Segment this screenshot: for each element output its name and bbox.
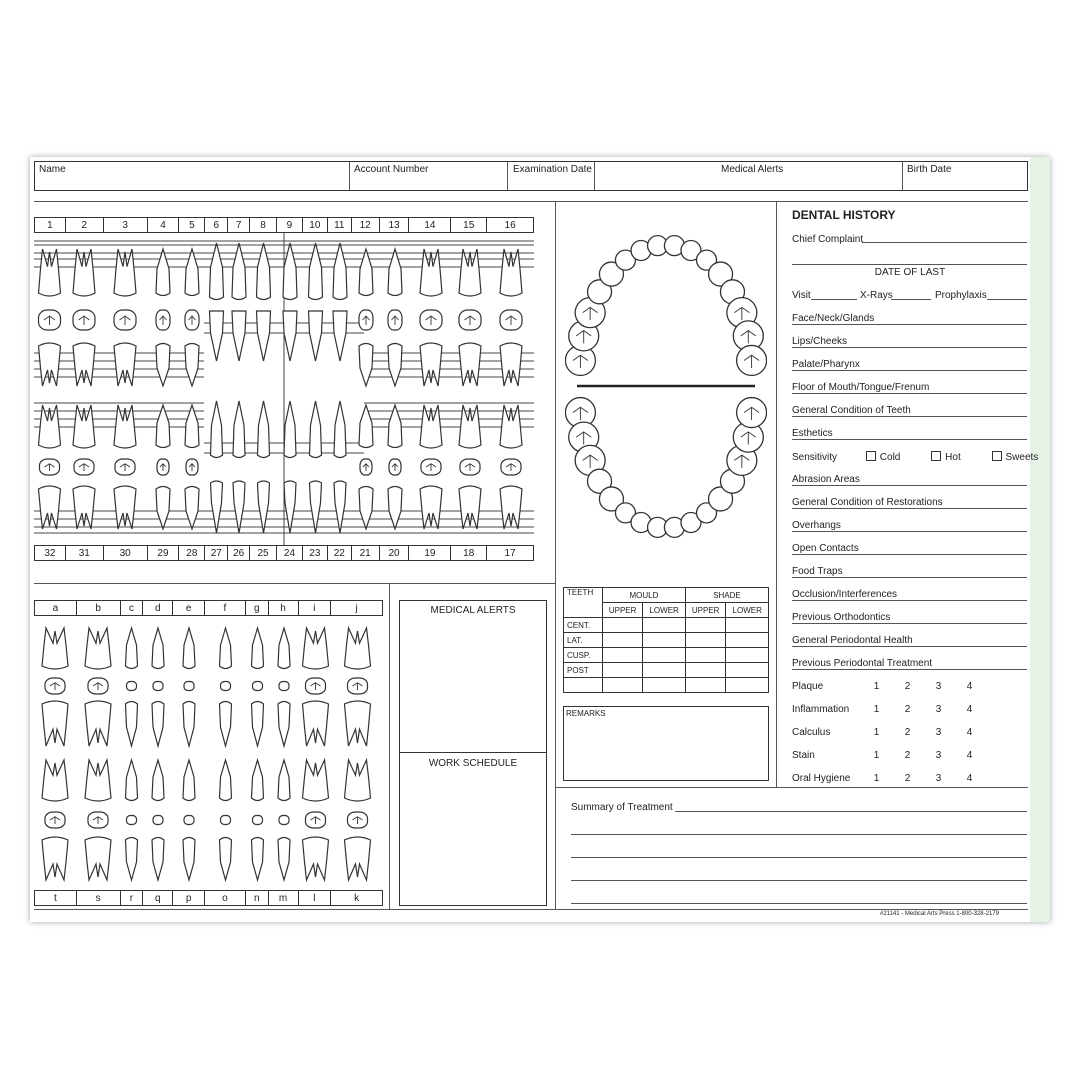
tooth-number-7: 7 xyxy=(228,218,250,232)
tooth-number-22: 22 xyxy=(328,546,352,560)
tooth-11[interactable] xyxy=(333,243,347,361)
rating-label: Stain xyxy=(792,750,815,761)
tooth-19[interactable] xyxy=(420,405,442,529)
history-item-field[interactable] xyxy=(792,416,1027,417)
tooth-letter-j: j xyxy=(355,603,358,614)
shade-cell[interactable] xyxy=(685,678,725,693)
primary-tooth-t[interactable] xyxy=(42,760,68,880)
tooth-letter-t: t xyxy=(35,891,77,905)
rating-option[interactable]: 1 xyxy=(873,750,880,761)
medical-alerts-field[interactable]: Medical Alerts xyxy=(721,164,784,175)
history-item-field[interactable] xyxy=(792,554,1027,555)
tooth-number-12: 12 xyxy=(352,218,380,232)
tooth-number-11: 11 xyxy=(328,218,352,232)
history-item-label: General Periodontal Health xyxy=(792,635,913,646)
history-item-label: Palate/Pharynx xyxy=(792,359,860,370)
tooth-letter-b: b xyxy=(77,601,121,615)
chief-complaint-field-2[interactable] xyxy=(792,264,1027,265)
birth-date-field[interactable]: Birth Date xyxy=(907,164,952,175)
shade-cell[interactable] xyxy=(726,618,769,633)
rating-option[interactable]: 1 xyxy=(873,704,880,715)
tooth-number-5: 5 xyxy=(179,218,205,232)
history-item-label: Floor of Mouth/Tongue/Frenum xyxy=(792,382,930,393)
cold-checkbox[interactable] xyxy=(866,451,876,461)
tooth-letter-q: q xyxy=(143,891,173,905)
history-item-field[interactable] xyxy=(792,347,1027,348)
history-item-field[interactable] xyxy=(792,646,1027,647)
permanent-upper-number-row xyxy=(34,217,534,233)
rating-option[interactable]: 2 xyxy=(904,681,911,692)
rating-option[interactable]: 2 xyxy=(904,750,911,761)
visit-field[interactable] xyxy=(811,299,857,300)
teeth-header: TEETH xyxy=(564,588,603,618)
tooth-18[interactable] xyxy=(459,405,481,529)
tooth-15[interactable] xyxy=(459,249,481,386)
tooth-12[interactable] xyxy=(359,249,373,386)
summary-line-5[interactable] xyxy=(571,903,1027,904)
mould-header: MOULD xyxy=(602,588,685,603)
shade-cell[interactable] xyxy=(726,678,769,693)
shade-row xyxy=(564,633,769,648)
rating-option[interactable]: 4 xyxy=(966,750,973,761)
tooth-number-17: 17 xyxy=(504,548,516,559)
primary-tooth-k[interactable] xyxy=(345,760,371,880)
shade-row-label: CENT. xyxy=(564,618,603,633)
history-item-field[interactable] xyxy=(792,531,1027,532)
tooth-9[interactable] xyxy=(283,243,297,361)
shade-table xyxy=(563,587,769,693)
medical-alerts-box[interactable] xyxy=(399,600,547,906)
shade-cell[interactable] xyxy=(602,678,642,693)
primary-tooth-d[interactable] xyxy=(152,628,164,746)
shade-row xyxy=(564,678,769,693)
primary-tooth-s[interactable] xyxy=(85,760,111,880)
rating-label: Oral Hygiene xyxy=(792,773,851,784)
primary-teeth-diagram xyxy=(34,618,383,888)
history-item-label: Food Traps xyxy=(792,566,843,577)
rating-option[interactable]: 4 xyxy=(966,773,973,784)
shade-cell[interactable] xyxy=(643,648,686,663)
primary-tooth-c[interactable] xyxy=(126,628,138,746)
sweets-label: Sweets xyxy=(1005,452,1039,463)
tooth-number-13: 13 xyxy=(380,218,410,232)
tooth-22[interactable] xyxy=(334,401,346,533)
tooth-letter-p: p xyxy=(173,891,205,905)
sensitivity-label: Sensitivity xyxy=(792,452,838,463)
tooth-number-2: 2 xyxy=(66,218,104,232)
tooth-16[interactable] xyxy=(500,249,522,386)
summary-line-2[interactable] xyxy=(571,834,1027,835)
sweets-checkbox[interactable] xyxy=(992,451,1002,461)
tooth-letter-c: c xyxy=(121,601,144,615)
history-item-field[interactable] xyxy=(792,623,1027,624)
rating-option[interactable]: 3 xyxy=(935,750,942,761)
tooth-29[interactable] xyxy=(156,405,170,529)
history-item-label: Occlusion/Interferences xyxy=(792,589,898,600)
shade-cell[interactable] xyxy=(685,633,725,648)
tooth-letter-s: s xyxy=(77,891,121,905)
rating-label: Calculus xyxy=(792,727,831,738)
prophylaxis-label: Prophylaxis xyxy=(935,290,987,301)
history-item-label: Overhangs xyxy=(792,520,841,531)
dental-history-title: DENTAL HISTORY xyxy=(792,208,896,222)
chief-complaint-label: Chief Complaint xyxy=(792,234,864,245)
history-item-field[interactable] xyxy=(792,393,1027,394)
tooth-letter-n: n xyxy=(246,891,269,905)
shade-row-label: POST xyxy=(564,663,603,678)
tooth-26[interactable] xyxy=(233,401,245,533)
mould-lower-header: LOWER xyxy=(643,603,686,618)
xrays-label: X-Rays xyxy=(860,290,893,301)
history-item-label: General Condition of Teeth xyxy=(792,405,911,416)
tooth-27[interactable] xyxy=(211,401,223,533)
rating-label: Inflammation xyxy=(792,704,850,715)
tooth-8[interactable] xyxy=(257,243,271,361)
tooth-number-18: 18 xyxy=(451,546,487,560)
rating-option[interactable]: 1 xyxy=(873,773,880,784)
primary-tooth-m[interactable] xyxy=(278,760,290,880)
tooth-number-27: 27 xyxy=(205,546,228,560)
shade-cell[interactable] xyxy=(643,663,686,678)
tooth-number-21: 21 xyxy=(352,546,380,560)
tooth-letter-m: m xyxy=(269,891,299,905)
tooth-letter-h: h xyxy=(269,601,299,615)
shade-cell[interactable] xyxy=(726,663,769,678)
shade-row-label: LAT. xyxy=(564,633,603,648)
tooth-4[interactable] xyxy=(156,249,170,386)
shade-cell[interactable] xyxy=(726,633,769,648)
tooth-number-4: 4 xyxy=(148,218,180,232)
tooth-20[interactable] xyxy=(388,405,402,529)
tooth-24[interactable] xyxy=(284,401,296,533)
shade-cell[interactable] xyxy=(602,663,642,678)
form-stub-strip xyxy=(1030,157,1050,922)
rating-option[interactable]: 4 xyxy=(966,704,973,715)
mould-upper-header: UPPER xyxy=(602,603,642,618)
tooth-5[interactable] xyxy=(185,249,199,386)
rating-option[interactable]: 4 xyxy=(966,681,973,692)
rating-scale xyxy=(861,704,985,715)
tooth-30[interactable] xyxy=(114,405,136,529)
shade-cell[interactable] xyxy=(685,648,725,663)
visit-label: Visit xyxy=(792,290,811,301)
tooth-number-19: 19 xyxy=(409,546,451,560)
prophylaxis-field[interactable] xyxy=(987,299,1027,300)
tooth-letter-k: k xyxy=(354,893,360,904)
tooth-32[interactable] xyxy=(39,405,61,529)
history-item-label: Lips/Cheeks xyxy=(792,336,848,347)
primary-tooth-p[interactable] xyxy=(183,760,195,880)
tooth-31[interactable] xyxy=(73,405,95,529)
sensitivity-row xyxy=(792,451,1038,463)
shade-row-label: CUSP. xyxy=(564,648,603,663)
arch-tooth-16[interactable] xyxy=(737,345,767,375)
primary-tooth-f[interactable] xyxy=(220,628,232,746)
shade-cell[interactable] xyxy=(602,618,642,633)
tooth-letter-g: g xyxy=(246,601,269,615)
tooth-23[interactable] xyxy=(310,401,322,533)
tooth-10[interactable] xyxy=(309,243,323,361)
examination-date-field[interactable]: Examination Date xyxy=(513,164,592,175)
shade-row xyxy=(564,648,769,663)
history-item-label: Abrasion Areas xyxy=(792,474,860,485)
tooth-number-3: 3 xyxy=(104,218,148,232)
rating-option[interactable]: 2 xyxy=(904,704,911,715)
chief-complaint-field[interactable] xyxy=(862,242,1027,243)
tooth-6[interactable] xyxy=(210,243,224,361)
shade-cell[interactable] xyxy=(643,618,686,633)
shade-cell[interactable] xyxy=(602,633,642,648)
shade-cell[interactable] xyxy=(643,633,686,648)
tooth-number-30: 30 xyxy=(104,546,148,560)
tooth-number-29: 29 xyxy=(148,546,180,560)
shade-header: SHADE xyxy=(685,588,768,603)
rating-scale xyxy=(861,681,985,692)
tooth-7[interactable] xyxy=(232,243,246,361)
tooth-number-26: 26 xyxy=(228,546,250,560)
rating-option[interactable]: 1 xyxy=(873,681,880,692)
primary-lower-letter-row xyxy=(34,890,383,906)
tooth-number-20: 20 xyxy=(380,546,410,560)
rating-option[interactable]: 2 xyxy=(904,727,911,738)
tooth-number-1: 1 xyxy=(35,218,66,232)
tooth-letter-r: r xyxy=(121,891,144,905)
primary-upper-letter-row xyxy=(34,600,383,616)
primary-tooth-n[interactable] xyxy=(252,760,264,880)
primary-tooth-g[interactable] xyxy=(252,628,264,746)
primary-tooth-j[interactable] xyxy=(345,628,371,746)
hot-label: Hot xyxy=(945,452,961,463)
history-item-field[interactable] xyxy=(792,485,1027,486)
rating-option[interactable]: 3 xyxy=(935,681,942,692)
summary-line-1[interactable] xyxy=(675,811,1027,812)
medical-alerts-title: MEDICAL ALERTS xyxy=(430,605,516,616)
tooth-letter-a: a xyxy=(35,601,77,615)
rating-option[interactable]: 4 xyxy=(966,727,973,738)
history-item-field[interactable] xyxy=(792,508,1027,509)
history-item-label: Esthetics xyxy=(792,428,833,439)
tooth-number-24: 24 xyxy=(277,546,303,560)
rating-option[interactable]: 3 xyxy=(935,773,942,784)
primary-tooth-l[interactable] xyxy=(303,760,329,880)
dental-arch-diagram xyxy=(565,228,767,554)
history-item-field[interactable] xyxy=(792,324,1027,325)
tooth-letter-d: d xyxy=(143,601,173,615)
primary-tooth-a[interactable] xyxy=(42,628,68,746)
shade-upper-header: UPPER xyxy=(685,603,725,618)
history-item-label: Previous Periodontal Treatment xyxy=(792,658,933,669)
shade-row-label xyxy=(564,678,603,693)
tooth-number-6: 6 xyxy=(205,218,228,232)
shade-cell[interactable] xyxy=(726,648,769,663)
permanent-lower-number-row xyxy=(34,545,534,561)
shade-cell[interactable] xyxy=(643,678,686,693)
tooth-number-8: 8 xyxy=(250,218,277,232)
hot-checkbox[interactable] xyxy=(931,451,941,461)
history-item-field[interactable] xyxy=(792,577,1027,578)
tooth-letter-i: i xyxy=(299,601,332,615)
rating-scale xyxy=(861,773,985,784)
primary-tooth-o[interactable] xyxy=(220,760,232,880)
tooth-1[interactable] xyxy=(39,249,61,386)
tooth-28[interactable] xyxy=(185,405,199,529)
rating-label: Plaque xyxy=(792,681,824,692)
history-item-field[interactable] xyxy=(792,439,1027,440)
tooth-3[interactable] xyxy=(114,249,136,386)
tooth-17[interactable] xyxy=(500,405,522,529)
tooth-number-14: 14 xyxy=(409,218,451,232)
history-item-label: Previous Orthodontics xyxy=(792,612,891,623)
footer-text: #21141 - Medical Arts Press 1-800-328-2179 xyxy=(880,911,999,917)
primary-tooth-h[interactable] xyxy=(278,628,290,746)
tooth-number-15: 15 xyxy=(451,218,487,232)
tooth-number-31: 31 xyxy=(66,546,104,560)
arch-tooth-17[interactable] xyxy=(737,398,767,428)
tooth-25[interactable] xyxy=(258,401,270,533)
shade-cell[interactable] xyxy=(685,618,725,633)
tooth-13[interactable] xyxy=(388,249,402,386)
tooth-number-32: 32 xyxy=(35,546,66,560)
xrays-field[interactable] xyxy=(891,299,931,300)
shade-row xyxy=(564,663,769,678)
shade-cell[interactable] xyxy=(602,648,642,663)
shade-row xyxy=(564,618,769,633)
tooth-number-10: 10 xyxy=(303,218,328,232)
tooth-number-25: 25 xyxy=(250,546,277,560)
cold-label: Cold xyxy=(879,452,901,463)
tooth-14[interactable] xyxy=(420,249,442,386)
permanent-teeth-diagram xyxy=(34,233,534,545)
rating-option[interactable]: 3 xyxy=(935,727,942,738)
history-item-label: General Condition of Restorations xyxy=(792,497,943,508)
tooth-letter-e: e xyxy=(173,601,205,615)
shade-lower-header: LOWER xyxy=(726,603,769,618)
remarks-label: REMARKS xyxy=(566,709,606,718)
rating-option[interactable]: 3 xyxy=(935,704,942,715)
tooth-number-28: 28 xyxy=(179,546,205,560)
summary-of-treatment-label: Summary of Treatment xyxy=(571,802,673,813)
rating-scale xyxy=(861,727,985,738)
primary-tooth-q[interactable] xyxy=(152,760,164,880)
history-item-label: Face/Neck/Glands xyxy=(792,313,875,324)
history-item-field[interactable] xyxy=(792,600,1027,601)
tooth-letter-l: l xyxy=(299,891,332,905)
rating-option[interactable]: 2 xyxy=(904,773,911,784)
history-item-field[interactable] xyxy=(792,669,1027,670)
work-schedule-title: WORK SCHEDULE xyxy=(428,758,518,769)
history-item-field[interactable] xyxy=(792,370,1027,371)
rating-scale xyxy=(861,750,985,761)
history-item-label: Open Contacts xyxy=(792,543,859,554)
tooth-letter-o: o xyxy=(205,891,246,905)
rating-option[interactable]: 1 xyxy=(873,727,880,738)
shade-cell[interactable] xyxy=(685,663,725,678)
summary-line-3[interactable] xyxy=(571,857,1027,858)
primary-tooth-r[interactable] xyxy=(126,760,138,880)
tooth-number-16: 16 xyxy=(504,220,516,231)
primary-tooth-b[interactable] xyxy=(85,628,111,746)
summary-line-4[interactable] xyxy=(571,880,1027,881)
tooth-letter-f: f xyxy=(205,601,246,615)
tooth-2[interactable] xyxy=(73,249,95,386)
tooth-number-23: 23 xyxy=(303,546,328,560)
tooth-21[interactable] xyxy=(359,405,373,529)
tooth-number-9: 9 xyxy=(277,218,303,232)
primary-tooth-e[interactable] xyxy=(183,628,195,746)
name-field[interactable]: Name xyxy=(39,164,66,175)
primary-tooth-i[interactable] xyxy=(303,628,329,746)
date-of-last-label: DATE OF LAST xyxy=(874,267,946,278)
account-number-field[interactable]: Account Number xyxy=(354,164,429,175)
